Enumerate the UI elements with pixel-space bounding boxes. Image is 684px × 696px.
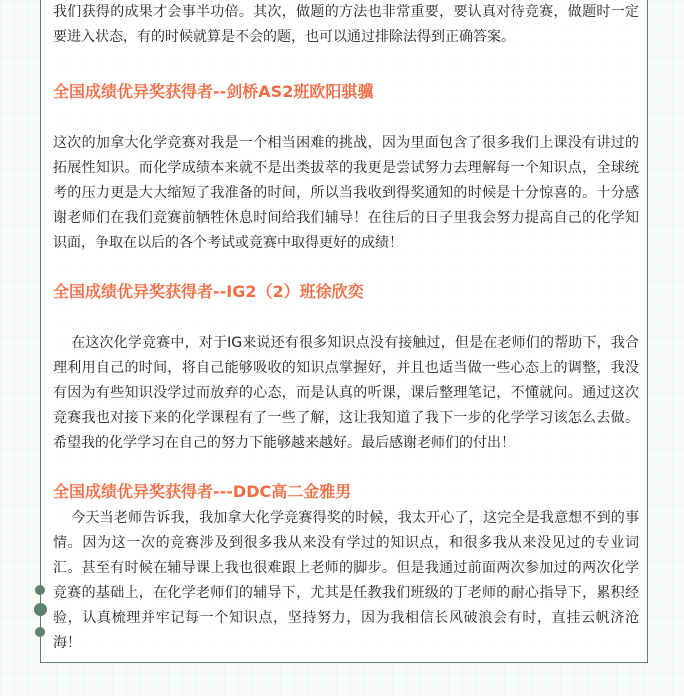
heading-winner-jin: 全国成绩优异奖获得者---DDC高二金雅男 [53,482,352,501]
decorative-dot-middle [34,603,47,616]
paragraph-jin: 今天当老师告诉我，我加拿大化学竞赛得奖的时候，我太开心了，这完全是我意想不到的事情。因为这一次的竞赛涉及到很多我从来没有学过的知识点，和很多我从来没见过的专业词汇。甚至有时候在辅导课上我也很难跟上老师的脚步。但是我通过前面两次参加过的两次化学竞赛的基础上，在化学老师们的辅导下，尤其是任教我们班级的丁老师的耐心指导下，累积经验，认真梳理并牢记每一个知识点，坚持努力，因为我相信长风破浪会有时，直挂云帆济沧海！ [53,510,639,651]
decorative-dot-bottom [35,627,45,637]
paragraph-xu: 在这次化学竞赛中，对于IG来说还有很多知识点没有接触过，但是在老师们的帮助下，我合理利用自己的时间，将自己能够吸收的知识点掌握好，并且也适当做一些心态上的调整，我没有因为有些知识没学过而放弃的心态，而是认真的听课，课后整理笔记，不懂就问。通过这次竞赛我也对接下来的化学课程有了一些了解，这让我知道了我下一步的化学学习该怎么去做。希望我的化学学习在自己的努力下能够越来越好。最后感谢老师们的付出！ [53,335,639,451]
decorative-dot-top [35,585,45,595]
heading-winner-xu: 全国成绩优异奖获得者--IG2（2）班徐欣奕 [53,282,364,301]
article-content-box [40,0,648,663]
paragraph-ouyang: 这次的加拿大化学竞赛对我是一个相当困难的挑战，因为里面包含了很多我们上课没有讲过的拓展性知识。而化学成绩本来就不是出类拔萃的我更是尝试努力去理解每一个知识点，全球统考的压力更是大大缩短了我准备的时间，所以当我收到得奖通知的时候是十分惊喜的。十分感谢老师们在我们竞赛前牺牲休息时间给我们辅导！在往后的日子里我会努力提高自己的化学知识面，争取在以后的各个考试或竞赛中取得更好的成绩！ [53,135,639,251]
heading-winner-ouyang: 全国成绩优异奖获得者--剑桥AS2班欧阳骐骥 [53,82,374,101]
paragraph-intro-tail: 我们获得的成果才会事半功倍。其次，做题的方法也非常重要，要认真对待竞赛，做题时一定要进入状态，有的时候就算是不会的题，也可以通过排除法得到正确答案。 [53,4,639,45]
